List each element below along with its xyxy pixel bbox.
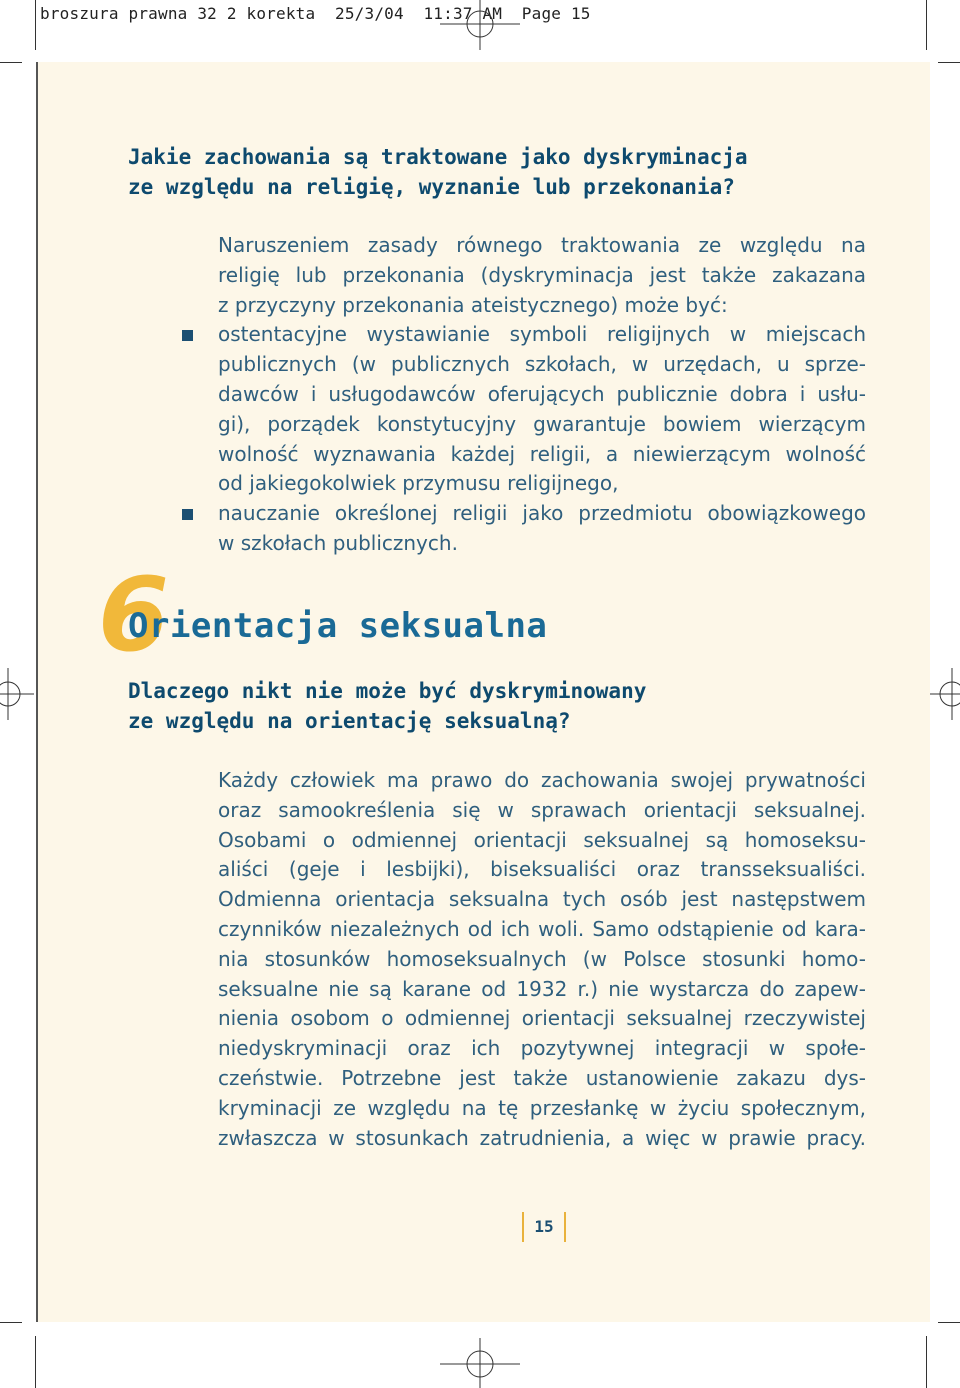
registration-mark-left-icon [0, 664, 34, 724]
text-line: czeństwie. Potrzebne jest także ustanowienie zakazu dys- [218, 1065, 866, 1090]
text-line: ostentacyjne wystawianie symboli religijnych w miejscach [218, 322, 866, 347]
section-number: 6 [98, 556, 169, 675]
text-line: z przyczyny przekonania ateistycznego) może być: [218, 292, 728, 317]
bullet-square-icon [182, 330, 193, 341]
list-item-religion-class [218, 499, 866, 559]
page-number: 15 [522, 1212, 566, 1242]
text-line: wolność wyznawania każdej religii, a niewierzącym wolność [218, 441, 866, 466]
text-line: oraz samookreślenia się w sprawach orientacji seksualnej. [218, 797, 866, 822]
text-line: w szkołach publicznych. [218, 530, 458, 555]
text-line: seksualne nie są karane od 1932 r.) nie wystarcza do zapew- [218, 976, 866, 1001]
question-heading-orientation [128, 676, 646, 736]
crop-mark-top-left-h [0, 62, 22, 63]
bullet-square-icon [182, 509, 193, 520]
text-line: Naruszeniem zasady równego traktowania ze względu na [218, 233, 866, 257]
crop-mark-top-left-v [35, 0, 36, 50]
text-line: Każdy człowiek ma prawo do zachowania swojej prywatności [218, 768, 866, 792]
question-line: ze względu na religię, wyznanie lub przekonania? [128, 175, 735, 199]
crop-mark-bottom-right-h [938, 1322, 960, 1323]
registration-mark-top-icon [440, 0, 520, 50]
crop-mark-bottom-left-v [35, 1336, 36, 1388]
text-line: niedyskryminacji oraz ich pozytywnej integracji w społe- [218, 1036, 866, 1061]
section-title: Orientacja seksualna [128, 606, 548, 646]
text-line: Odmienna orientacja seksualna tych osób jest następstwem [218, 887, 866, 912]
question-line: ze względu na orientację seksualną? [128, 709, 571, 733]
text-line: nienia osobom o odmiennej orientacji seksualnej rzeczywistej [218, 1006, 866, 1031]
text-line: zwłaszcza w stosunkach zatrudnienia, a więc w prawie pracy. [218, 1125, 866, 1150]
crop-mark-bottom-left-h [0, 1322, 22, 1323]
registration-mark-right-icon [926, 664, 960, 724]
registration-mark-bottom-icon [440, 1338, 520, 1388]
list-item-symbols [218, 320, 866, 499]
text-line: publicznych (w publicznych szkołach, w urzędach, u sprze- [218, 352, 866, 377]
text-line: aliści (geje i lesbijki), biseksualiści oraz transseksualiści. [218, 857, 866, 882]
crop-mark-bottom-right-v [926, 1336, 927, 1388]
text-line: czynników niezależnych od ich woli. Samo odstąpienie od kara- [218, 916, 866, 941]
question-line: Jakie zachowania są traktowane jako dyskryminacja [128, 145, 748, 169]
crop-mark-top-right-v [926, 0, 927, 50]
printer-slug: broszura prawna 32 2 korekta 25/3/04 11:37 AM Page 15 [40, 4, 591, 23]
text-line: gi), porządek konstytucyjny gwarantuje bowiem wierzącym [218, 411, 866, 436]
orientation-body-text [218, 766, 866, 1153]
text-line: nia stosunków homoseksualnych (w Polsce stosunki homo- [218, 946, 866, 971]
text-line: od jakiegokolwiek przymusu religijnego, [218, 471, 619, 496]
crop-mark-top-right-h [938, 62, 960, 63]
question-line: Dlaczego nikt nie może być dyskryminowany [128, 679, 647, 703]
text-line: nauczanie określonej religii jako przedmiotu obowiązkowego [218, 501, 866, 526]
text-line: religię lub przekonania (dyskryminacja jest także zakazana [218, 262, 866, 287]
text-line: Osobami o odmiennej orientacji seksualnej są homoseksu- [218, 827, 866, 852]
text-line: kryminacji ze względu na tę przesłankę w życiu społecznym, [218, 1095, 866, 1120]
text-line: dawców i usługodawców oferujących publicznie dobra i usłu- [218, 381, 866, 406]
question-heading-religion [128, 142, 748, 202]
religion-body-text [218, 231, 866, 559]
